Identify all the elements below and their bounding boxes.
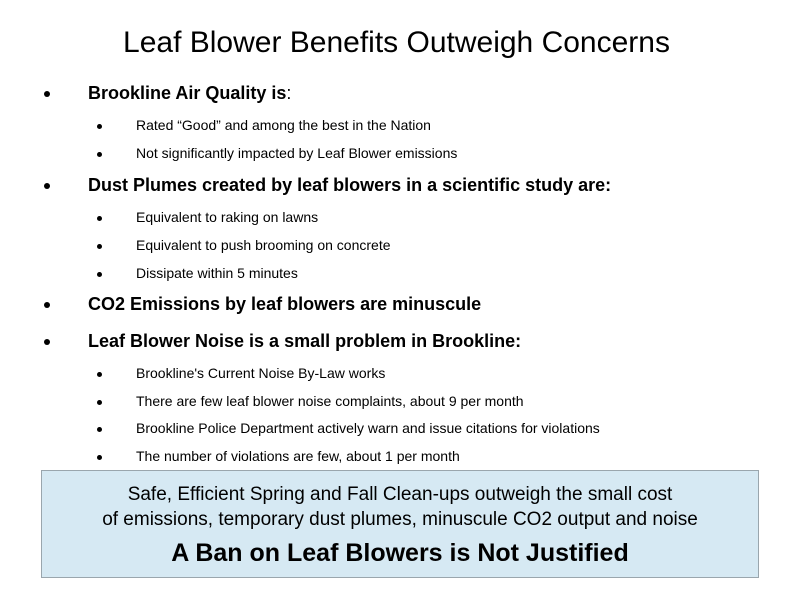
sub-bullet-text: There are few leaf blower noise complaints, about 9 per month bbox=[136, 393, 524, 409]
bullet-dot-icon bbox=[44, 302, 50, 308]
sub-bullet-text: Brookline Police Department actively warn and issue citations for violations bbox=[136, 420, 600, 436]
callout-line-2: of emissions, temporary dust plumes, minuscule CO2 output and noise bbox=[102, 509, 698, 530]
sub-bullet-text: The number of violations are few, about 1 per month bbox=[136, 448, 460, 464]
sub-bullet-text: Equivalent to push brooming on concrete bbox=[136, 237, 391, 253]
sub-bullet-dot-icon bbox=[97, 272, 102, 277]
slide-title: Leaf Blower Benefits Outweigh Concerns bbox=[123, 26, 670, 59]
sub-bullet-dot-icon bbox=[97, 216, 102, 221]
sub-bullet-text: Dissipate within 5 minutes bbox=[136, 265, 298, 281]
sub-bullet-dot-icon bbox=[97, 244, 102, 249]
sub-bullet-text: Rated “Good” and among the best in the Nation bbox=[136, 117, 431, 133]
bullet-text: Dust Plumes created by leaf blowers in a scientific study are: bbox=[88, 175, 612, 195]
bullet-dot-icon bbox=[44, 91, 50, 97]
callout-verdict: A Ban on Leaf Blowers is Not Justified bbox=[171, 539, 629, 567]
bullet-text: CO2 Emissions by leaf blowers are minuscule bbox=[88, 294, 482, 314]
sub-bullet-text: Brookline's Current Noise By-Law works bbox=[136, 365, 386, 381]
bullet-text: Leaf Blower Noise is a small problem in Brookline: bbox=[88, 331, 522, 351]
conclusion-callout bbox=[41, 470, 759, 578]
sub-bullet-dot-icon bbox=[97, 427, 102, 432]
sub-bullet-dot-icon bbox=[97, 124, 102, 129]
sub-bullet-dot-icon bbox=[97, 455, 102, 460]
sub-bullet-dot-icon bbox=[97, 400, 102, 405]
bullet-suffix: : bbox=[286, 83, 292, 103]
bullet-dot-icon bbox=[44, 339, 50, 345]
callout-line-1: Safe, Efficient Spring and Fall Clean-ups outweigh the small cost bbox=[127, 484, 673, 505]
bullet-text bbox=[88, 82, 291, 104]
sub-bullet-dot-icon bbox=[97, 152, 102, 157]
sub-bullet-text: Not significantly impacted by Leaf Blower emissions bbox=[136, 145, 458, 161]
bullet-dot-icon bbox=[44, 183, 50, 189]
sub-bullet-text: Equivalent to raking on lawns bbox=[136, 209, 319, 225]
bullet-label: Brookline Air Quality is bbox=[88, 83, 287, 103]
sub-bullet-dot-icon bbox=[97, 372, 102, 377]
